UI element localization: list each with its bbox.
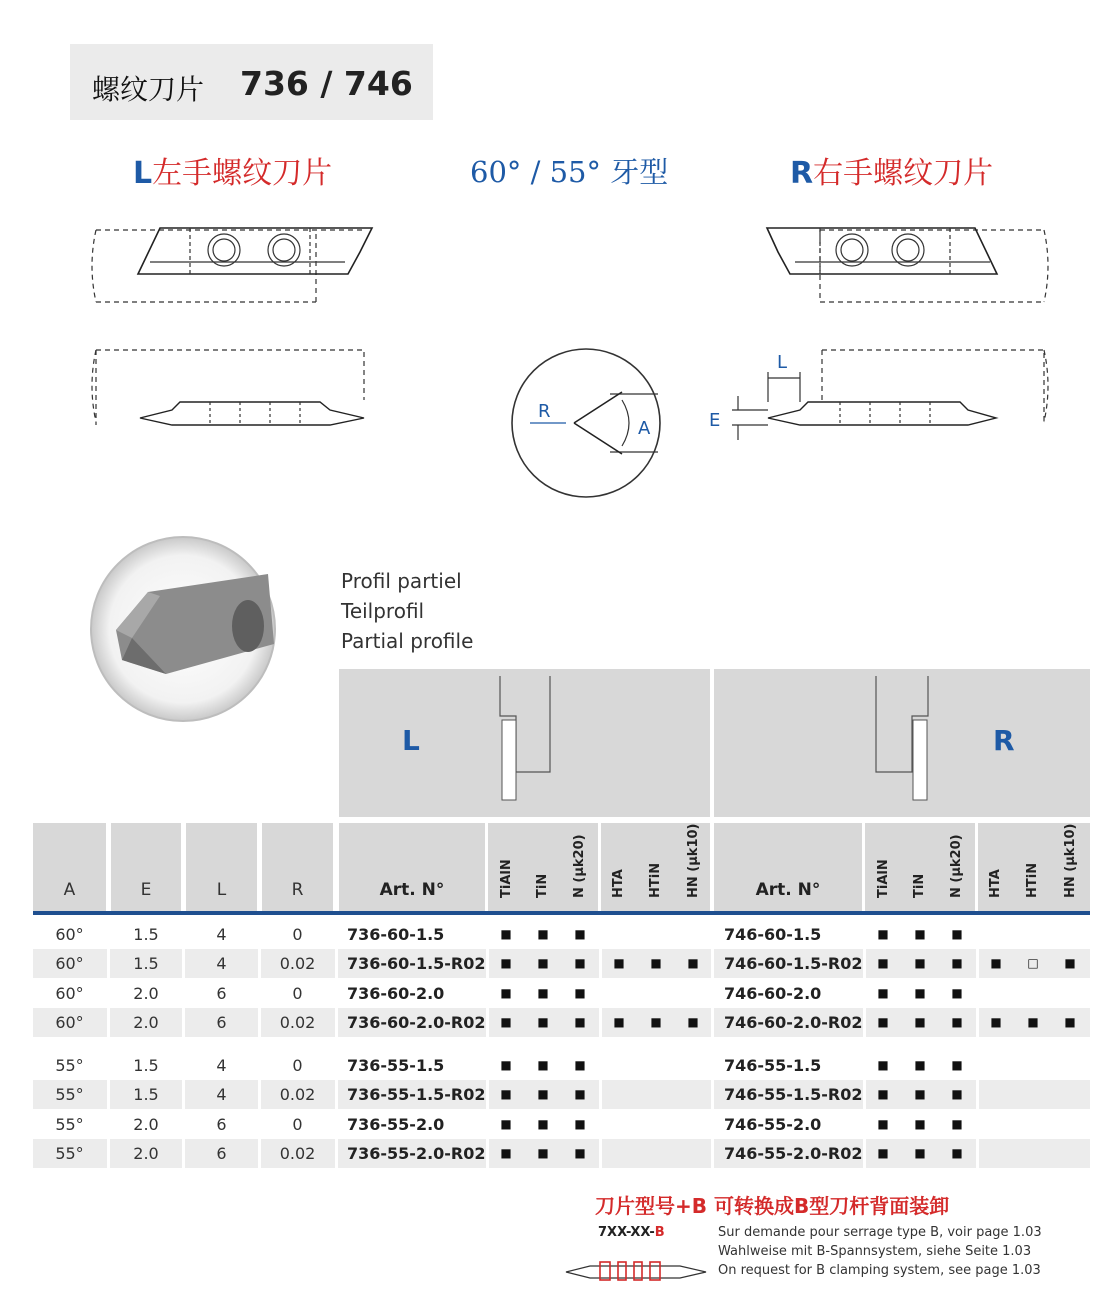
left-availability-mark: ■ (537, 1058, 549, 1072)
cell-a: 55° (55, 1085, 84, 1105)
technical-drawings (0, 0, 1114, 560)
label-r: R (538, 401, 551, 422)
right-availability-mark: ■ (951, 985, 963, 1000)
left-art-label: Art. N° (379, 880, 445, 900)
right-article-number: 746-55-2.0 (724, 1114, 822, 1134)
left-coating-n: N (μk20) (572, 834, 587, 898)
cell-l: 4 (216, 925, 227, 944)
col-r-label: R (291, 880, 304, 900)
header-underline (33, 911, 1090, 915)
right-availability-mark: ■ (951, 956, 963, 971)
left-insert-top-view (92, 228, 372, 302)
right-availability-mark: ■ (990, 1014, 1002, 1029)
b-type-de: Wahlweise mit B-Spannsystem, siehe Seite 1.03 (718, 1244, 1032, 1259)
cell-l: 6 (216, 1012, 227, 1032)
left-availability-mark: ■ (500, 1058, 512, 1072)
cell-l: 4 (216, 954, 227, 974)
left-availability-mark: ■ (537, 1116, 549, 1131)
cell-e: 1.5 (133, 925, 159, 944)
partial-profile-labels (341, 566, 473, 656)
cell-e: 2.0 (133, 983, 159, 1003)
left-article-number: 736-55-2.0 (347, 1114, 445, 1134)
right-availability-mark: ■ (914, 1058, 926, 1072)
right-coating-hta: HTA (988, 869, 1003, 898)
right-article-number: 746-60-1.5 (724, 925, 822, 944)
right-availability-mark: ■ (877, 956, 889, 971)
right-coating-tin: TiN (912, 873, 927, 898)
right-availability-mark: ■ (914, 985, 926, 1000)
left-availability-mark: ■ (650, 1014, 662, 1029)
cell-l: 4 (216, 1085, 227, 1105)
cell-r: 0.02 (279, 954, 316, 974)
left-availability-mark: ■ (500, 985, 512, 1000)
b-type-en: On request for B clamping system, see page 1.03 (718, 1263, 1041, 1278)
title-number: 736 / 746 (240, 64, 413, 103)
right-availability-mark: ■ (1027, 1014, 1039, 1029)
left-article-number: 736-60-2.0 (347, 983, 445, 1003)
cell-r: 0.02 (279, 1012, 316, 1032)
col-a-label: A (63, 880, 76, 900)
right-availability-mark: □ (1027, 956, 1039, 971)
left-holder-icon (480, 672, 560, 806)
label-e: E (709, 410, 721, 431)
cell-e: 1.5 (133, 954, 159, 974)
left-availability-mark: ■ (537, 956, 549, 971)
right-availability-mark: ■ (951, 1145, 963, 1160)
b-type-fr: Sur demande pour serrage type B, voir page 1.03 (718, 1225, 1042, 1240)
column-separator (486, 915, 489, 1170)
right-availability-mark: ■ (914, 1087, 926, 1102)
code-suffix: B (654, 1225, 665, 1240)
left-availability-mark: ■ (574, 985, 586, 1000)
cell-e: 1.5 (133, 1056, 159, 1075)
cell-a: 55° (55, 1143, 84, 1163)
cell-l: 6 (216, 1143, 227, 1163)
left-availability-mark: ■ (687, 956, 699, 971)
cell-r: 0.02 (279, 1085, 316, 1105)
left-availability-mark: ■ (500, 1116, 512, 1131)
cell-a: 60° (55, 954, 84, 974)
left-hand-text: 左手螺纹刀片 (152, 156, 333, 191)
column-separator (863, 915, 866, 1170)
left-availability-mark: ■ (500, 1145, 512, 1160)
right-hand-text: 右手螺纹刀片 (813, 156, 994, 191)
b-type-insert-drawing (560, 1250, 710, 1284)
left-availability-mark: ■ (500, 956, 512, 971)
right-coating-tialn: TiAlN (876, 859, 891, 898)
left-availability-mark: ■ (687, 1014, 699, 1029)
b-type-code (598, 1225, 665, 1240)
right-insert-top-view (767, 228, 1048, 302)
title-chinese: 螺纹刀片 (92, 73, 205, 106)
right-availability-mark: ■ (877, 1145, 889, 1160)
b-type-description (718, 1223, 1042, 1280)
right-article-number: 746-60-1.5-R02 (724, 954, 863, 974)
left-availability-mark: ■ (650, 956, 662, 971)
cell-r: 0 (292, 983, 303, 1003)
right-availability-mark: ■ (990, 956, 1002, 971)
left-availability-mark: ■ (574, 927, 586, 941)
right-coating-n: N (μk20) (949, 834, 964, 898)
right-side-label: R (993, 724, 1015, 757)
label-l: L (777, 352, 788, 373)
left-article-number: 736-55-1.5 (347, 1056, 445, 1075)
right-availability-mark: ■ (951, 927, 963, 941)
cell-a: 60° (55, 1012, 84, 1032)
right-availability-mark: ■ (914, 1145, 926, 1160)
right-availability-mark: ■ (914, 1116, 926, 1131)
column-separator (976, 915, 979, 1170)
left-insert-side-view (92, 350, 364, 425)
left-availability-mark: ■ (574, 1087, 586, 1102)
left-coating-hn: HN (μk10) (686, 823, 701, 898)
right-availability-mark: ■ (914, 927, 926, 941)
right-holder-icon (870, 672, 950, 806)
right-availability-mark: ■ (877, 1014, 889, 1029)
cell-r: 0 (292, 925, 303, 944)
column-separator (599, 915, 602, 1170)
column-separator (258, 915, 261, 1170)
right-availability-mark: ■ (914, 956, 926, 971)
profile-fr: Profil partiel (341, 569, 462, 593)
column-separator (711, 915, 714, 1170)
cell-e: 1.5 (133, 1085, 159, 1105)
code-prefix: 7XX-XX- (598, 1225, 655, 1240)
right-article-number: 746-60-2.0 (724, 983, 822, 1003)
left-availability-mark: ■ (537, 985, 549, 1000)
right-availability-mark: ■ (1064, 956, 1076, 971)
right-coating-htin: HTiN (1025, 862, 1040, 898)
cell-l: 6 (216, 983, 227, 1003)
right-art-label: Art. N° (755, 880, 821, 900)
right-article-number: 746-55-1.5-R02 (724, 1085, 863, 1105)
left-availability-mark: ■ (574, 1014, 586, 1029)
left-availability-mark: ■ (574, 1116, 586, 1131)
right-availability-mark: ■ (1064, 1014, 1076, 1029)
left-availability-mark: ■ (537, 927, 549, 941)
right-availability-mark: ■ (877, 1116, 889, 1131)
left-article-number: 736-55-1.5-R02 (347, 1085, 486, 1105)
profile-en: Partial profile (341, 629, 474, 653)
left-availability-mark: ■ (500, 1014, 512, 1029)
column-separator (335, 915, 338, 1170)
right-availability-mark: ■ (951, 1087, 963, 1102)
cell-a: 60° (55, 925, 84, 944)
b-type-note: 刀片型号+B 可转换成B型刀杆背面装卸 (595, 1194, 950, 1218)
cell-l: 6 (216, 1114, 227, 1134)
left-article-number: 736-60-2.0-R02 (347, 1012, 486, 1032)
right-availability-mark: ■ (951, 1014, 963, 1029)
left-availability-mark: ■ (613, 956, 625, 971)
right-availability-mark: ■ (877, 1087, 889, 1102)
right-availability-mark: ■ (877, 985, 889, 1000)
col-l-label: L (216, 880, 227, 900)
insert-photo (88, 534, 278, 724)
left-side-label: L (402, 724, 420, 757)
left-coating-tialn: TiAlN (499, 859, 514, 898)
right-availability-mark: ■ (877, 927, 889, 941)
cell-a: 55° (55, 1114, 84, 1134)
left-article-number: 736-60-1.5 (347, 925, 445, 944)
left-coating-hta: HTA (611, 869, 626, 898)
left-article-number: 736-60-1.5-R02 (347, 954, 486, 974)
right-availability-mark: ■ (951, 1116, 963, 1131)
cell-e: 2.0 (133, 1143, 159, 1163)
cell-e: 2.0 (133, 1114, 159, 1134)
left-article-number: 736-55-2.0-R02 (347, 1143, 486, 1163)
left-availability-mark: ■ (537, 1087, 549, 1102)
right-article-number: 746-55-1.5 (724, 1056, 822, 1075)
right-article-number: 746-55-2.0-R02 (724, 1143, 863, 1163)
cell-a: 60° (55, 983, 84, 1003)
left-availability-mark: ■ (500, 927, 512, 941)
cell-e: 2.0 (133, 1012, 159, 1032)
cell-a: 55° (55, 1056, 84, 1075)
cell-r: 0 (292, 1056, 303, 1075)
col-e-label: E (140, 880, 152, 900)
left-availability-mark: ■ (574, 1145, 586, 1160)
cell-r: 0 (292, 1114, 303, 1134)
left-availability-mark: ■ (574, 956, 586, 971)
left-availability-mark: ■ (537, 1014, 549, 1029)
left-availability-mark: ■ (500, 1087, 512, 1102)
right-availability-mark: ■ (914, 1014, 926, 1029)
right-letter: R (790, 156, 814, 191)
right-availability-mark: ■ (951, 1058, 963, 1072)
cell-r: 0.02 (279, 1143, 316, 1163)
right-coating-hn: HN (μk10) (1063, 823, 1078, 898)
left-availability-mark: ■ (537, 1145, 549, 1160)
left-letter: L (133, 156, 153, 191)
left-coating-htin: HTiN (648, 862, 663, 898)
cell-l: 4 (216, 1056, 227, 1075)
column-separator (107, 915, 110, 1170)
right-availability-mark: ■ (877, 1058, 889, 1072)
left-coating-tin: TiN (535, 873, 550, 898)
column-separator (182, 915, 185, 1170)
profile-angle-header: 60° / 55° 牙型 (470, 155, 669, 189)
profile-de: Teilprofil (341, 599, 425, 623)
left-availability-mark: ■ (613, 1014, 625, 1029)
right-article-number: 746-60-2.0-R02 (724, 1012, 863, 1032)
left-availability-mark: ■ (574, 1058, 586, 1072)
label-a: A (638, 418, 651, 439)
